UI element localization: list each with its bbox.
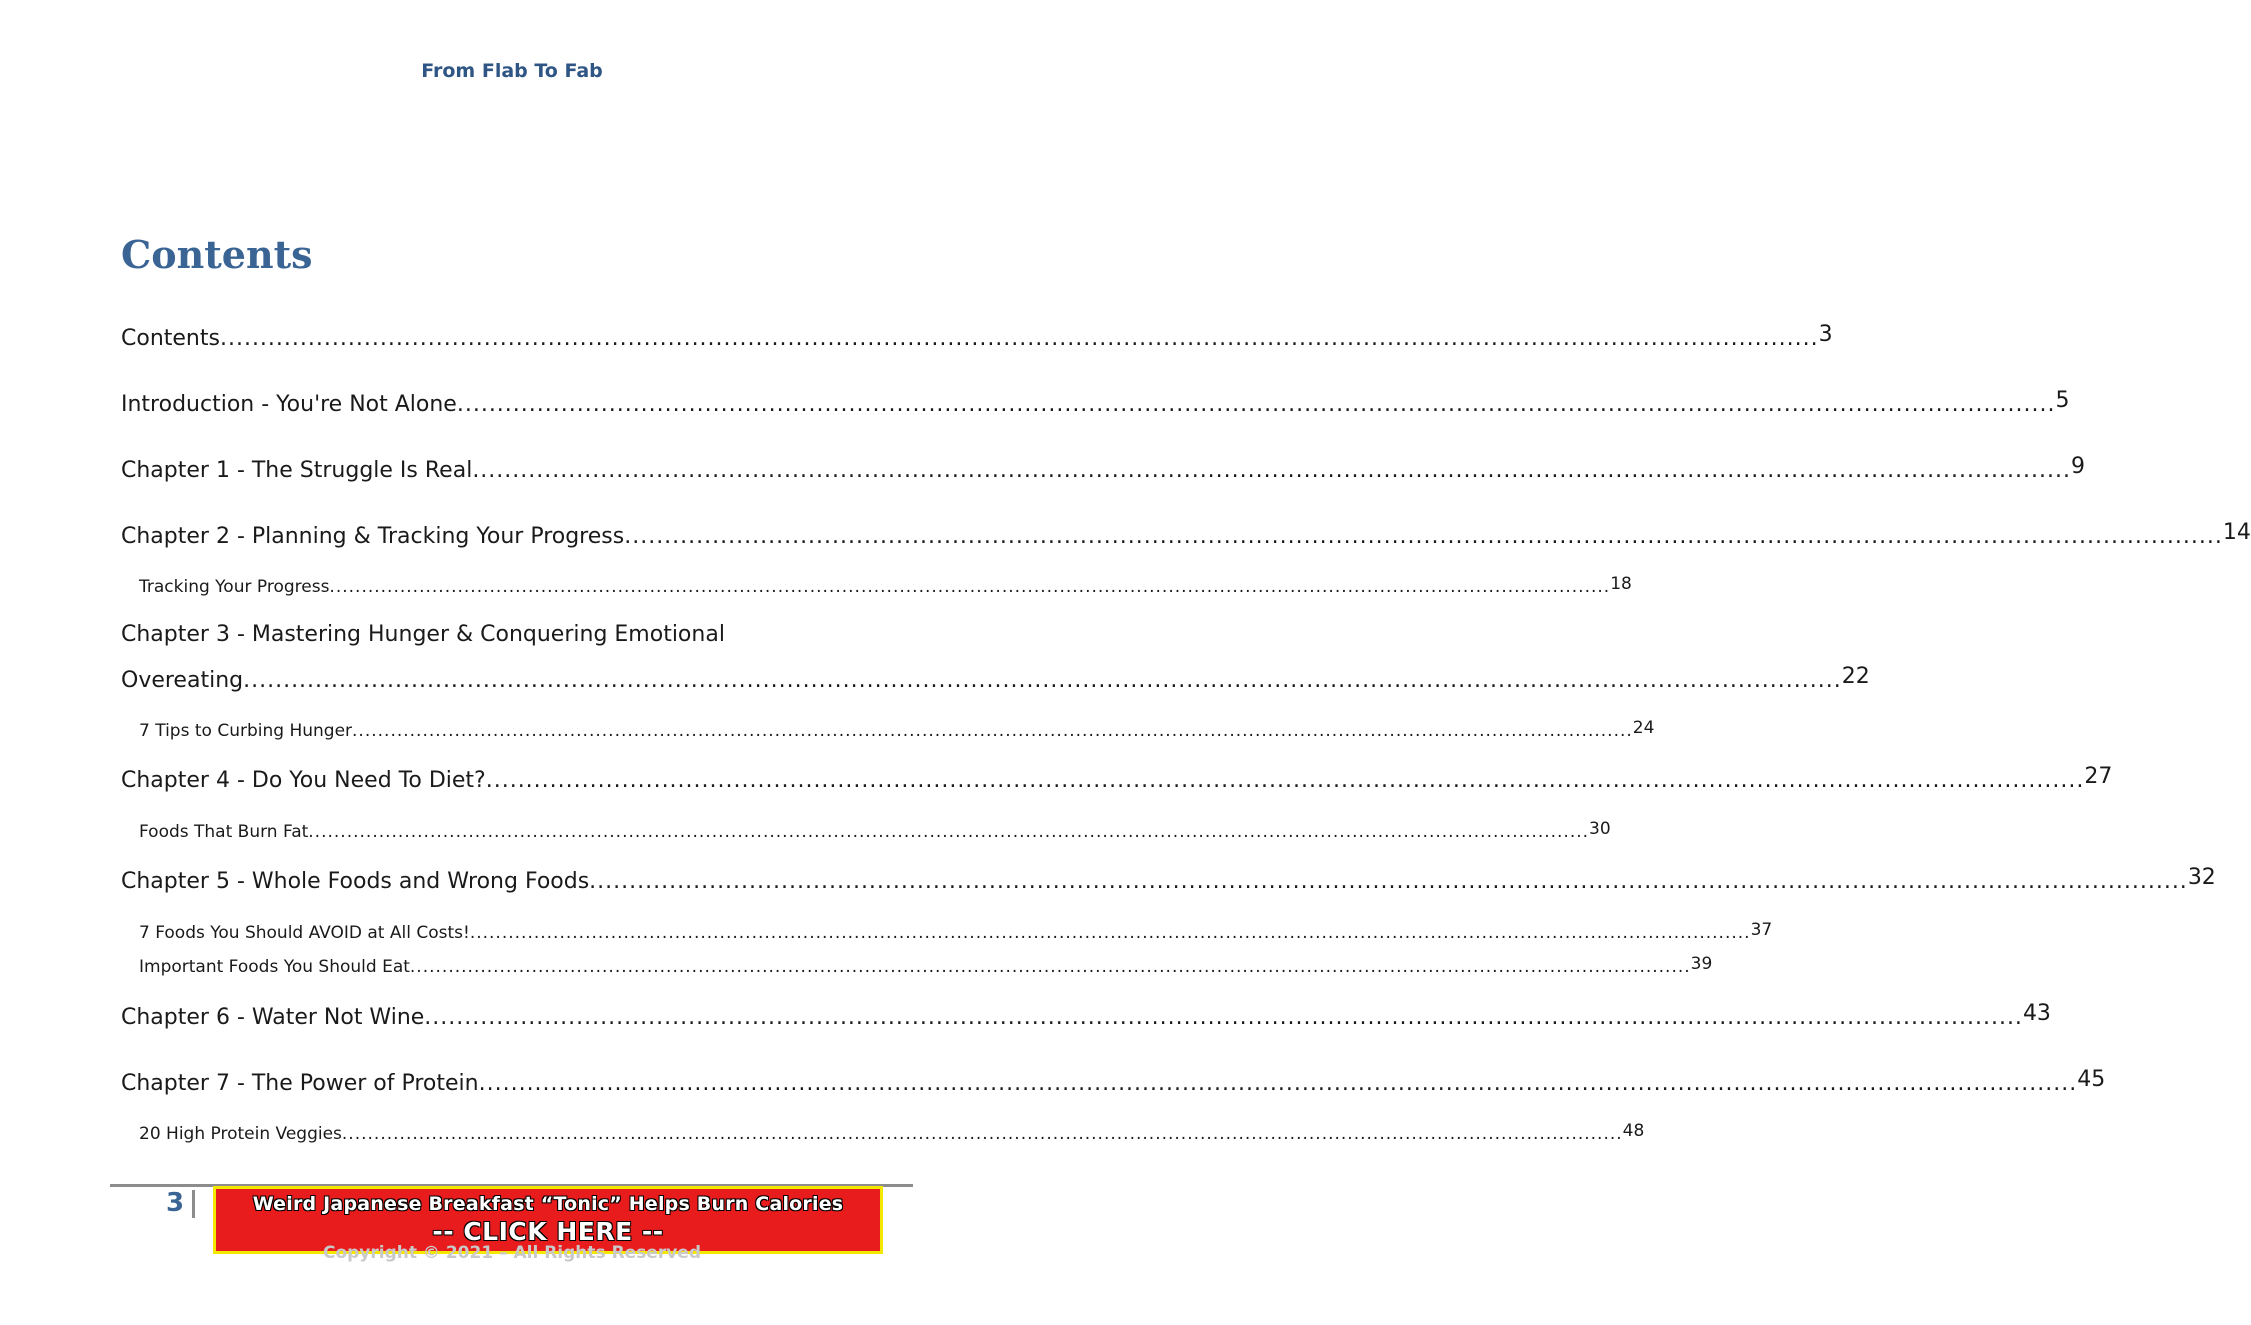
- toc-entry-label: Foods That Burn Fat: [139, 822, 309, 842]
- copyright-notice: Copyright © 2021 – All Rights Reserved: [322, 1243, 702, 1263]
- leader-dots: ........................................................................................................................................................................................................: [424, 1005, 2023, 1030]
- toc-page-number: 39: [1690, 954, 1713, 974]
- toc-entry-chapter-7[interactable]: [121, 1067, 2106, 1096]
- toc-page-number: 9: [2070, 454, 2085, 479]
- toc-entry-tracking-your-progress[interactable]: [139, 574, 1632, 597]
- toc-entry-contents[interactable]: [121, 322, 1833, 351]
- toc-entry-label: 7 Foods You Should AVOID at All Costs!: [139, 923, 470, 943]
- toc-page-number: 45: [2077, 1067, 2106, 1092]
- leader-dots: ........................................................................................................................................................................................................: [589, 869, 2188, 894]
- toc-entry-label: Chapter 2 - Planning & Tracking Your Progress: [121, 524, 625, 549]
- toc-entry-label: Chapter 4 - Do You Need To Diet?: [121, 768, 486, 793]
- toc-entry-foods-to-avoid[interactable]: [139, 920, 1773, 943]
- toc-entry-important-foods[interactable]: [139, 954, 1713, 977]
- toc-entry-label: Chapter 6 - Water Not Wine: [121, 1005, 425, 1030]
- leader-dots: ........................................................................................................................................................................................................: [352, 721, 1633, 741]
- leader-dots: ........................................................................................................................................................................................................: [329, 577, 1611, 597]
- toc-page-number: 3: [1818, 322, 1833, 347]
- toc-page-number: 48: [1622, 1121, 1645, 1141]
- toc-entry-foods-that-burn-fat[interactable]: [139, 819, 1611, 842]
- leader-dots: ........................................................................................................................................................................................................: [456, 392, 2056, 417]
- toc-entry-high-protein-veggies[interactable]: [139, 1121, 1645, 1144]
- leader-dots: ........................................................................................................................................................................................................: [624, 524, 2223, 549]
- leader-dots: ........................................................................................................................................................................................................: [409, 957, 1691, 977]
- running-header: From Flab To Fab: [421, 60, 603, 82]
- footer-page-number: 3: [166, 1188, 185, 1218]
- toc-page-number: 43: [2022, 1001, 2051, 1026]
- toc-entry-chapter-3-line-1[interactable]: Chapter 3 - Mastering Hunger & Conquering Emotional: [121, 622, 725, 647]
- leader-dots: ........................................................................................................................................................................................................: [472, 458, 2071, 483]
- toc-page-number: 24: [1632, 718, 1655, 738]
- toc-entry-label: Chapter 1 - The Struggle Is Real: [121, 458, 473, 483]
- toc-entry-tips-curbing-hunger[interactable]: [139, 718, 1655, 741]
- toc-entry-label: Chapter 5 - Whole Foods and Wrong Foods: [121, 869, 590, 894]
- leader-dots: ........................................................................................................................................................................................................: [308, 822, 1590, 842]
- toc-entry-introduction[interactable]: [121, 388, 2070, 417]
- leader-dots: ........................................................................................................................................................................................................: [219, 326, 1819, 351]
- banner-click-here[interactable]: -- CLICK HERE --: [432, 1217, 664, 1246]
- leader-dots: ........................................................................................................................................................................................................: [478, 1071, 2078, 1096]
- toc-entry-chapter-4[interactable]: [121, 764, 2113, 793]
- toc-entry-chapter-6[interactable]: [121, 1001, 2051, 1030]
- leader-dots: ........................................................................................................................................................................................................: [243, 668, 1842, 693]
- toc-page-number: 14: [2222, 520, 2251, 545]
- toc-page-number: 37: [1750, 920, 1773, 940]
- banner-headline: Weird Japanese Breakfast “Tonic” Helps Burn Calories: [252, 1193, 844, 1215]
- toc-entry-label: Introduction - You're Not Alone: [121, 392, 457, 417]
- toc-entry-label: 20 High Protein Veggies: [139, 1124, 342, 1144]
- toc-entry-chapter-5[interactable]: [121, 865, 2216, 894]
- toc-page-number: 30: [1589, 819, 1611, 839]
- toc-entry-label: Tracking Your Progress: [139, 577, 330, 597]
- toc-entry-label: Contents: [121, 326, 220, 351]
- toc-entry-label: 7 Tips to Curbing Hunger: [139, 721, 353, 741]
- toc-entry-chapter-2[interactable]: [121, 520, 2251, 549]
- leader-dots: ........................................................................................................................................................................................................: [485, 768, 2085, 793]
- leader-dots: ........................................................................................................................................................................................................: [341, 1124, 1623, 1144]
- toc-page-number: 32: [2187, 865, 2216, 890]
- toc-entry-label: Important Foods You Should Eat: [139, 957, 410, 977]
- toc-page-number: 5: [2055, 388, 2070, 413]
- toc-entry-label: Overeating: [121, 668, 244, 693]
- toc-page-number: 27: [2084, 764, 2113, 789]
- leader-dots: ........................................................................................................................................................................................................: [469, 923, 1751, 943]
- toc-page-number: 22: [1841, 664, 1870, 689]
- footer-page-divider: [192, 1190, 195, 1218]
- toc-entry-chapter-3[interactable]: [121, 664, 1870, 693]
- toc-entry-label: Chapter 7 - The Power of Protein: [121, 1071, 479, 1096]
- toc-entry-chapter-1[interactable]: [121, 454, 2085, 483]
- page-title: Contents: [121, 232, 313, 277]
- toc-page-number: 18: [1610, 574, 1632, 594]
